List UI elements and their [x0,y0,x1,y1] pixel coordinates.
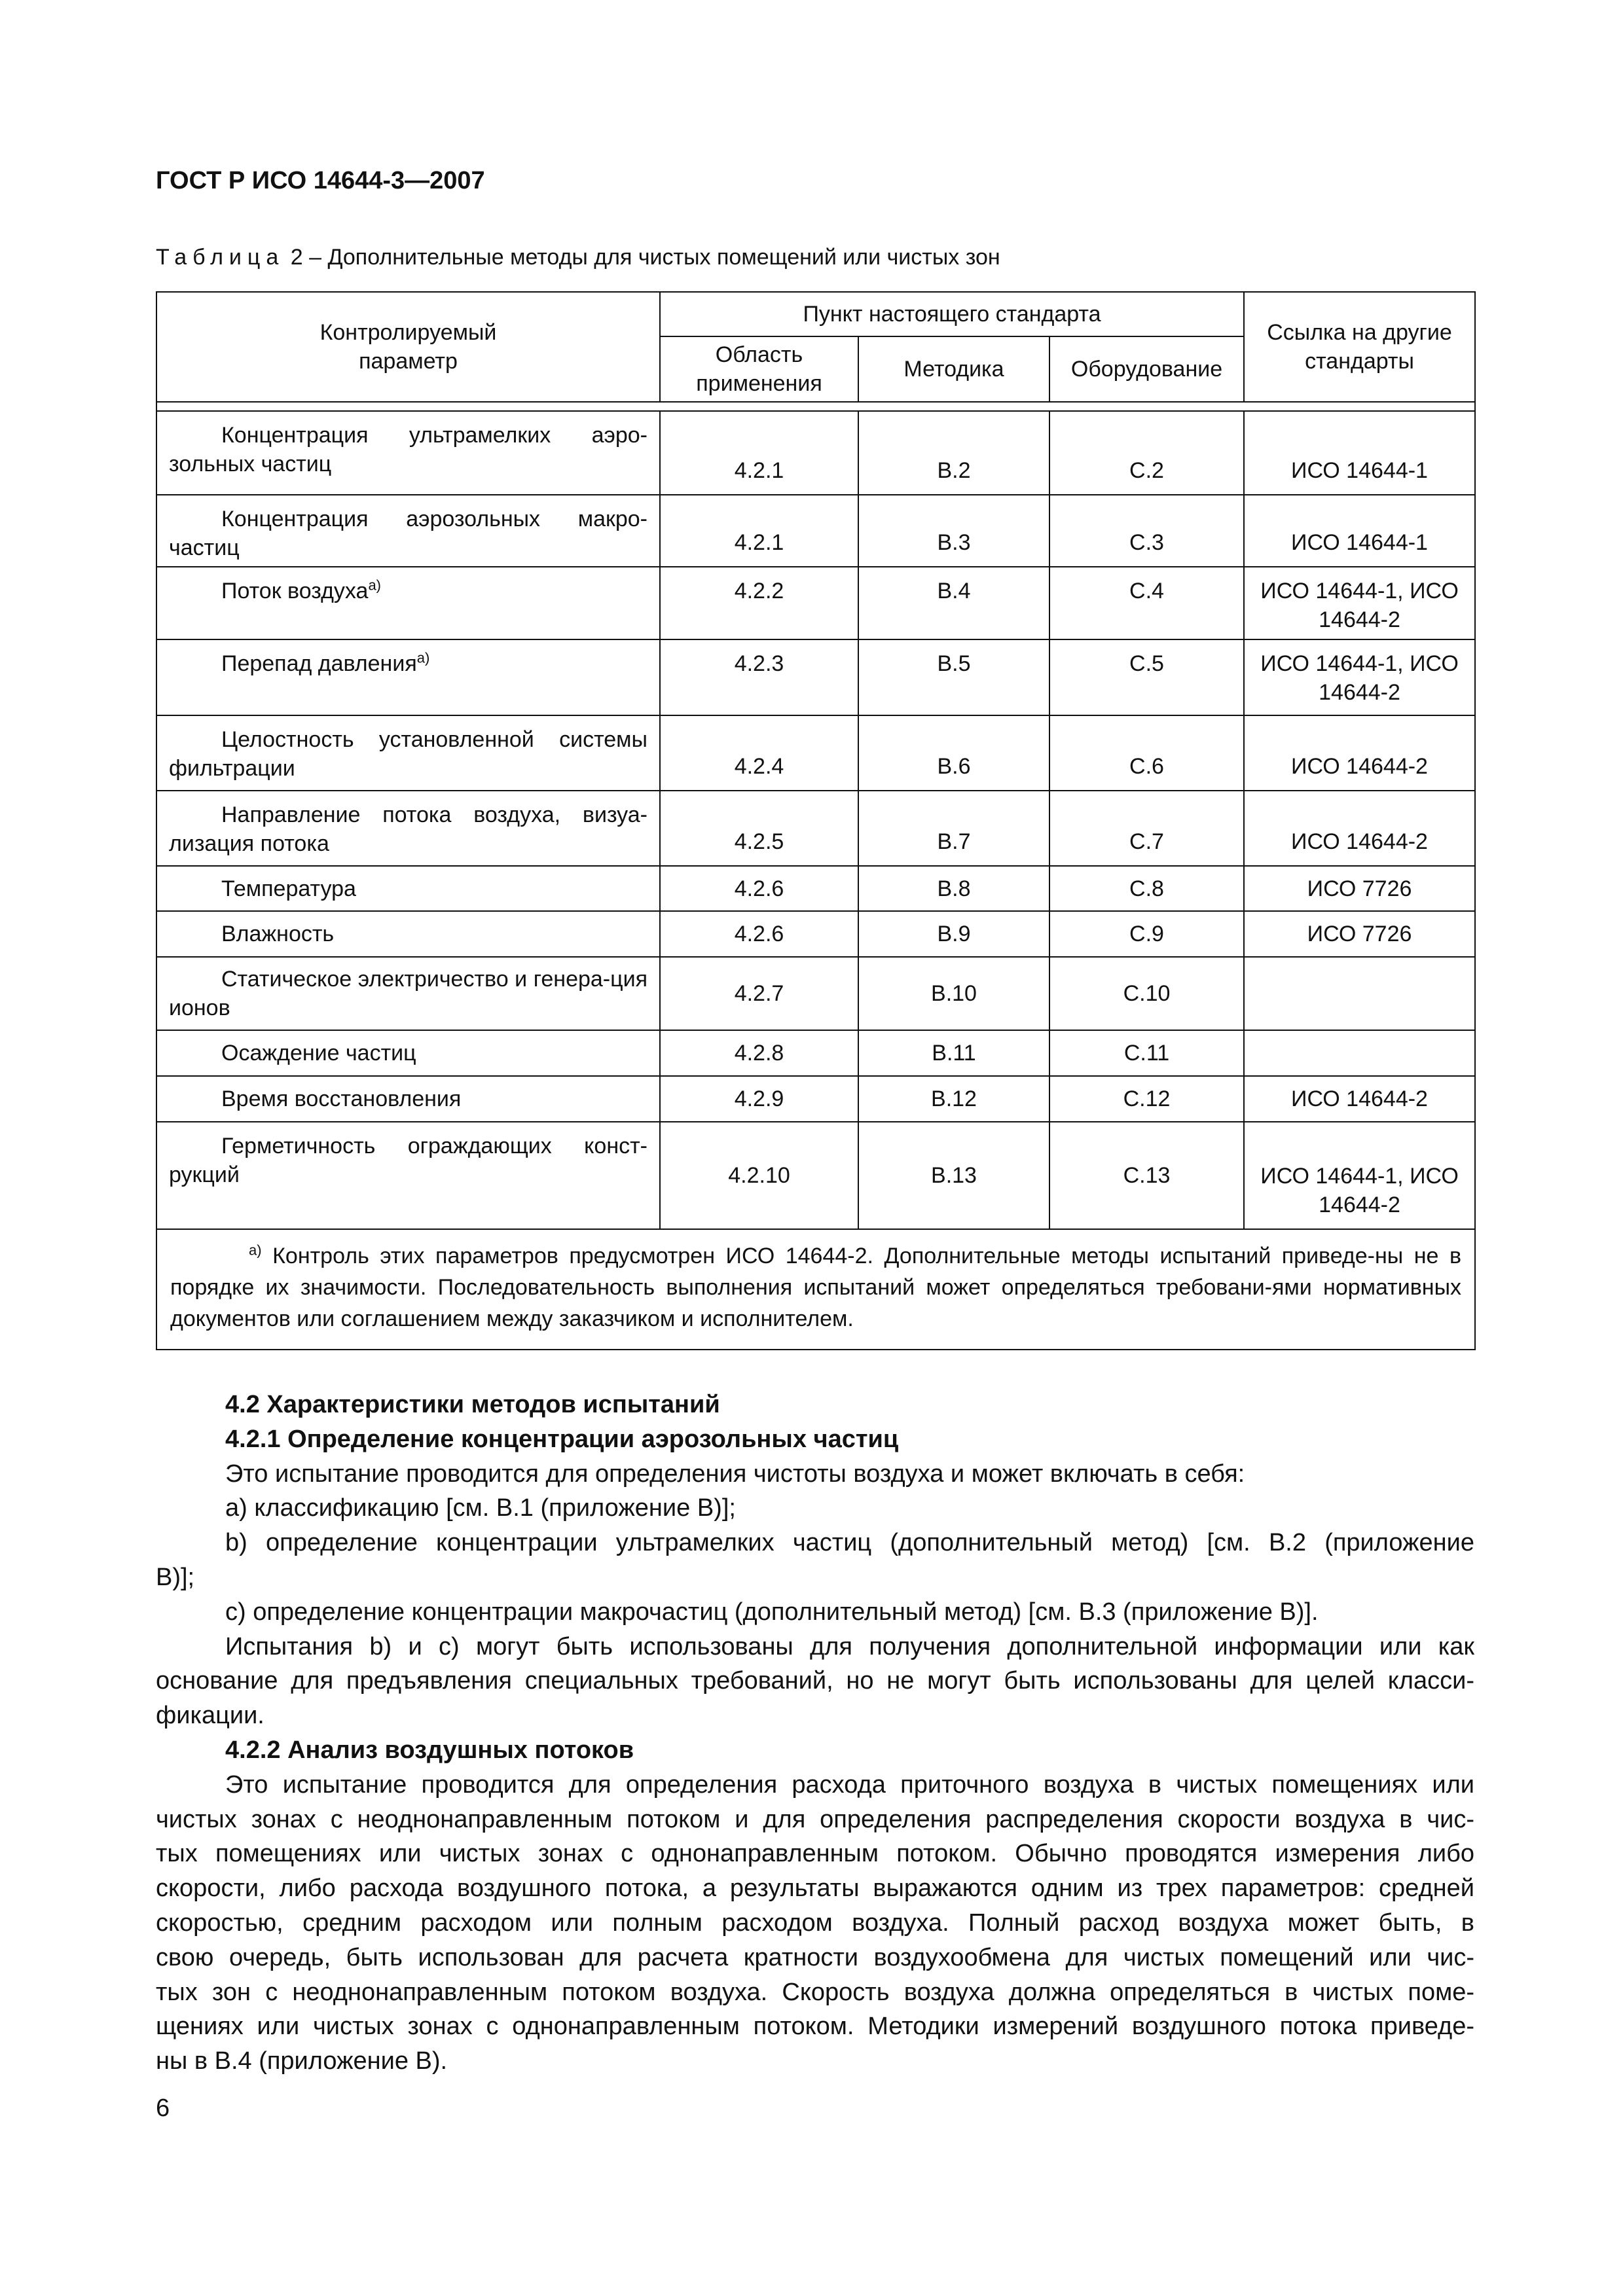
param-text: Время восстановления [221,1086,462,1111]
table-row [156,791,1475,866]
text-line: b) определение концентрации ультрамелких частиц (дополнительный метод) [см. В.2 (приложение [225,1529,1474,1557]
header-refs: Ссылка на другие стандарты [1244,292,1475,402]
cell-param [156,639,660,715]
text-line: скорости, либо расхода воздушного потока, а результаты выражаются одним из трех параметров: средней [156,1874,1474,1903]
cell-scope: 4.2.8 [660,1030,858,1076]
cell-method: B.3 [858,495,1049,567]
header-param: Контролируемый параметр [156,292,660,402]
cell-equipment: C.11 [1049,1030,1244,1076]
header-divider [156,402,1475,411]
cell-equipment: C.9 [1049,911,1244,957]
cell-refs: ИСО 7726 [1244,911,1475,957]
cell-refs: ИСО 14644-1 [1244,411,1475,495]
cell-refs [1244,1030,1475,1076]
cell-equipment: C.6 [1049,715,1244,791]
param-text: Концентрация ультрамелких аэро-зольных частиц [169,423,647,476]
cell-scope: 4.2.1 [660,411,858,495]
cell-method: B.9 [858,911,1049,957]
text-line: фикации. [156,1702,264,1730]
param-text: Поток воздуха [221,579,369,603]
cell-method: B.4 [858,567,1049,639]
text-line: c) определение концентрации макрочастиц (дополнительный метод) [см. В.3 (приложение В)]. [225,1598,1319,1626]
cell-param [156,567,660,639]
cell-method: B.8 [858,866,1049,911]
body-text [156,1388,1474,2079]
cell-scope: 4.2.3 [660,639,858,715]
table-caption [156,245,1000,270]
cell-param [156,866,660,911]
cell-equipment: C.2 [1049,411,1244,495]
cell-method: B.5 [858,639,1049,715]
document-title: ГОСТ Р ИСО 14644-3—2007 [156,167,485,194]
text-line: щениях или чистых зонах с однонаправленным потоком. Методики измерений воздушного потока приведе- [156,2013,1474,2041]
cell-equipment: C.8 [1049,866,1244,911]
param-text: Концентрация аэрозольных макро-частиц [169,507,647,560]
cell-refs: ИСО 14644-2 [1244,791,1475,866]
cell-refs: ИСО 14644-1, ИСО 14644-2 [1244,1122,1475,1229]
cell-refs: ИСО 14644-2 [1244,1076,1475,1122]
cell-param [156,495,660,567]
table-footnote [156,1229,1475,1350]
cell-scope: 4.2.6 [660,911,858,957]
text-line: Испытания b) и c) могут быть использованы для получения дополнительной информации или как [225,1632,1474,1660]
text-line: чистых зонах с неоднонаправленным потоком и для определения распределения скорости воздуха в чис- [156,1805,1474,1833]
cell-param [156,1076,660,1122]
cell-scope: 4.2.10 [660,1122,858,1229]
cell-equipment: C.10 [1049,957,1244,1030]
cell-param [156,1122,660,1229]
text-line: основание для предъявления специальных требований, но не могут быть использованы для целей класси- [156,1667,1474,1695]
cell-param [156,1030,660,1076]
cell-method: B.10 [858,957,1049,1030]
table-row [156,567,1475,639]
page-number: 6 [156,2094,170,2122]
param-text: Целостность установленной системы фильтрации [169,727,647,781]
footnote-text: Контроль этих параметров предусмотрен ИСО 14644-2. Дополнительные методы испытаний приведе-ны не в порядке их значимости. Последовательность выполнения испытаний может определяться требовани-ями нормативных документов или соглашением между заказчиком и исполнителем. [170,1244,1462,1331]
cell-param [156,411,660,495]
cell-method: B.12 [858,1076,1049,1122]
cell-scope: 4.2.7 [660,957,858,1030]
cell-refs: ИСО 14644-1, ИСО 14644-2 [1244,639,1475,715]
cell-refs: ИСО 7726 [1244,866,1475,911]
text-line: Это испытание проводится для определения чистоты воздуха и может включать в себя: [225,1460,1245,1488]
table-row [156,866,1475,911]
cell-scope: 4.2.1 [660,495,858,567]
cell-param [156,957,660,1030]
cell-refs: ИСО 14644-1 [1244,495,1475,567]
footnote-ref: а) [416,649,430,666]
cell-method: B.2 [858,411,1049,495]
cell-method: B.13 [858,1122,1049,1229]
param-text: Статическое электричество и генера-ция ионов [169,967,647,1020]
table-row [156,1122,1475,1229]
footnote-mark: а) [249,1242,262,1259]
cell-refs [1244,957,1475,1030]
cell-method: B.7 [858,791,1049,866]
cell-equipment: C.13 [1049,1122,1244,1229]
cell-equipment: C.7 [1049,791,1244,866]
table-caption-word: Таблица [156,245,285,270]
footnote-ref: а) [368,577,381,594]
table-row [156,715,1475,791]
cell-param [156,715,660,791]
header-method: Методика [858,336,1049,402]
table-row [156,411,1475,495]
cell-equipment: C.3 [1049,495,1244,567]
text-line: a) классификацию [см. В.1 (приложение В)]; [225,1494,736,1522]
cell-method: B.6 [858,715,1049,791]
header-scope: Область применения [660,336,858,402]
text-line: ны в В.4 (приложение В). [156,2047,448,2075]
methods-table [156,291,1476,1350]
cell-scope: 4.2.5 [660,791,858,866]
text-line: тых помещениях или чистых зонах с однонаправленным потоком. Обычно проводятся измерения либо [156,1840,1474,1868]
cell-param [156,911,660,957]
param-text: Влажность [221,922,335,946]
param-text: Температура [221,876,356,901]
cell-scope: 4.2.6 [660,866,858,911]
table-row [156,911,1475,957]
cell-refs: ИСО 14644-2 [1244,715,1475,791]
text-line: свою очередь, быть использован для расчета кратности воздухообмена для чистых помещений или чис- [156,1943,1474,1971]
table-row [156,1076,1475,1122]
section-heading: 4.2.2 Анализ воздушных потоков [225,1736,634,1764]
text-line: В)]; [156,1563,195,1591]
text-line: скоростью, средним расходом или полным расходом воздуха. Полный расход воздуха может быть, в [156,1909,1474,1937]
table-row [156,639,1475,715]
section-heading: 4.2.1 Определение концентрации аэрозольных частиц [225,1425,899,1453]
param-text: Герметичность ограждающих конст-рукций [169,1134,647,1187]
section-heading: 4.2 Характеристики методов испытаний [225,1391,720,1418]
cell-scope: 4.2.9 [660,1076,858,1122]
param-text: Направление потока воздуха, визуа-лизация потока [169,802,647,856]
header-group: Пункт настоящего стандарта [660,292,1244,336]
text-line: тых зон с неоднонаправленным потоком воздуха. Скорость воздуха должна определяться в чистых поме- [156,1978,1474,2006]
cell-method: B.11 [858,1030,1049,1076]
param-text: Осаждение частиц [221,1041,416,1066]
cell-equipment: C.12 [1049,1076,1244,1122]
header-equipment: Оборудование [1049,336,1244,402]
param-text: Перепад давления [221,651,417,676]
table-row [156,957,1475,1030]
text-line: Это испытание проводится для определения расхода приточного воздуха в чистых помещениях или [225,1770,1474,1799]
cell-scope: 4.2.4 [660,715,858,791]
table-row [156,495,1475,567]
table-caption-text: 2 – Дополнительные методы для чистых помещений или чистых зон [290,245,1000,270]
cell-equipment: C.5 [1049,639,1244,715]
cell-refs: ИСО 14644-1, ИСО 14644-2 [1244,567,1475,639]
table-row [156,1030,1475,1076]
cell-equipment: C.4 [1049,567,1244,639]
cell-scope: 4.2.2 [660,567,858,639]
cell-param [156,791,660,866]
